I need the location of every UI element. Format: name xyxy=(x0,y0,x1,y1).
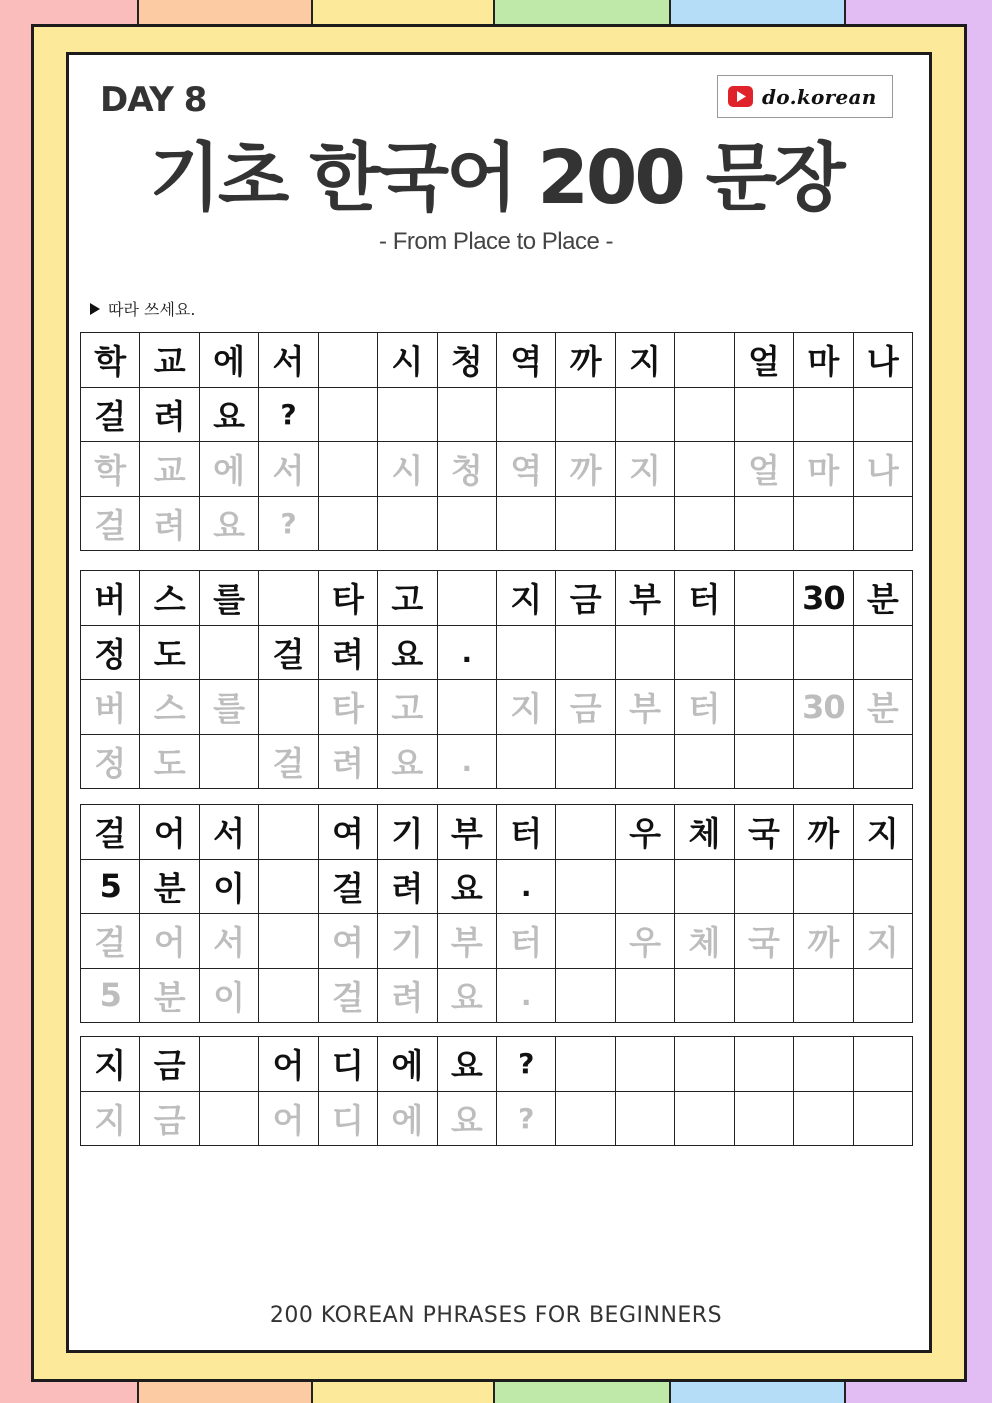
model-cell xyxy=(556,805,615,860)
trace-cell: 려 xyxy=(140,497,199,552)
model-cell xyxy=(854,626,913,681)
model-cell: 30 xyxy=(794,571,853,626)
trace-cell: 걸 xyxy=(259,735,318,790)
trace-cell xyxy=(259,680,318,735)
trace-cell xyxy=(675,735,734,790)
page-subtitle: - From Place to Place - xyxy=(379,228,613,255)
trace-cell: 지 xyxy=(497,680,556,735)
trace-cell: 얼 xyxy=(735,442,794,497)
model-cell: 려 xyxy=(378,860,437,915)
trace-cell: 에 xyxy=(378,1092,437,1147)
model-cell xyxy=(735,388,794,443)
trace-cell: . xyxy=(438,735,497,790)
model-cell xyxy=(497,388,556,443)
model-cell: 까 xyxy=(556,333,615,388)
trace-cell: 요 xyxy=(438,969,497,1024)
model-cell: 금 xyxy=(140,1037,199,1092)
trace-cell: 체 xyxy=(675,914,734,969)
model-cell xyxy=(378,388,437,443)
model-cell xyxy=(794,860,853,915)
trace-cell xyxy=(556,914,615,969)
model-cell xyxy=(200,1037,259,1092)
model-cell: ? xyxy=(259,388,318,443)
trace-cell xyxy=(616,969,675,1024)
model-cell: . xyxy=(438,626,497,681)
practice-grid xyxy=(80,804,913,1023)
trace-cell: 5 xyxy=(81,969,140,1024)
model-cell xyxy=(616,1037,675,1092)
model-cell: 교 xyxy=(140,333,199,388)
model-cell xyxy=(854,860,913,915)
model-cell: 지 xyxy=(81,1037,140,1092)
model-cell: 역 xyxy=(497,333,556,388)
trace-cell xyxy=(378,497,437,552)
footer-caption: 200 KOREAN PHRASES FOR BEGINNERS xyxy=(269,1303,723,1328)
trace-cell: 걸 xyxy=(81,914,140,969)
model-cell: 정 xyxy=(81,626,140,681)
trace-cell: 터 xyxy=(497,914,556,969)
model-cell xyxy=(438,571,497,626)
model-cell: 청 xyxy=(438,333,497,388)
trace-cell xyxy=(854,969,913,1024)
trace-cell: 분 xyxy=(854,680,913,735)
play-arrow-icon xyxy=(90,303,100,315)
model-cell xyxy=(497,626,556,681)
trace-cell xyxy=(735,680,794,735)
model-cell xyxy=(675,860,734,915)
trace-cell xyxy=(616,1092,675,1147)
trace-cell: 부 xyxy=(616,680,675,735)
trace-cell: 서 xyxy=(200,914,259,969)
trace-cell: 걸 xyxy=(81,497,140,552)
model-cell: 학 xyxy=(81,333,140,388)
model-cell xyxy=(735,626,794,681)
trace-cell: 요 xyxy=(200,497,259,552)
trace-cell xyxy=(497,735,556,790)
model-cell: 여 xyxy=(319,805,378,860)
trace-cell: 30 xyxy=(794,680,853,735)
trace-cell xyxy=(735,497,794,552)
trace-cell xyxy=(675,969,734,1024)
trace-cell: 역 xyxy=(497,442,556,497)
trace-cell xyxy=(854,497,913,552)
trace-cell xyxy=(675,1092,734,1147)
trace-cell: 려 xyxy=(378,969,437,1024)
trace-cell xyxy=(616,735,675,790)
trace-cell: 시 xyxy=(378,442,437,497)
trace-cell xyxy=(200,1092,259,1147)
trace-cell: 요 xyxy=(378,735,437,790)
trace-cell: 우 xyxy=(616,914,675,969)
model-cell xyxy=(259,571,318,626)
model-cell: 에 xyxy=(378,1037,437,1092)
trace-cell xyxy=(438,497,497,552)
day-label: DAY 8 xyxy=(100,80,207,120)
model-cell xyxy=(319,333,378,388)
model-cell: 도 xyxy=(140,626,199,681)
trace-cell: 지 xyxy=(81,1092,140,1147)
model-cell: 스 xyxy=(140,571,199,626)
model-cell xyxy=(616,626,675,681)
trace-cell xyxy=(556,1092,615,1147)
model-cell: 까 xyxy=(794,805,853,860)
model-cell xyxy=(616,388,675,443)
trace-cell: 지 xyxy=(854,914,913,969)
trace-cell xyxy=(259,914,318,969)
model-cell: 지 xyxy=(854,805,913,860)
model-cell: ? xyxy=(497,1037,556,1092)
model-cell: 타 xyxy=(319,571,378,626)
trace-cell: 어 xyxy=(140,914,199,969)
model-cell: 터 xyxy=(675,571,734,626)
model-cell: 기 xyxy=(378,805,437,860)
model-cell xyxy=(675,333,734,388)
trace-cell: 마 xyxy=(794,442,853,497)
brand-badge xyxy=(717,75,893,118)
practice-grid xyxy=(80,570,913,789)
trace-cell: 고 xyxy=(378,680,437,735)
trace-cell: 디 xyxy=(319,1092,378,1147)
model-cell xyxy=(319,388,378,443)
trace-cell xyxy=(794,497,853,552)
model-cell: 이 xyxy=(200,860,259,915)
trace-cell xyxy=(616,497,675,552)
model-cell: 려 xyxy=(319,626,378,681)
trace-cell: 학 xyxy=(81,442,140,497)
model-cell xyxy=(675,388,734,443)
model-cell: 금 xyxy=(556,571,615,626)
model-cell xyxy=(794,1037,853,1092)
trace-cell: 청 xyxy=(438,442,497,497)
model-cell: 어 xyxy=(259,1037,318,1092)
model-cell: 버 xyxy=(81,571,140,626)
instruction-text: 따라 쓰세요. xyxy=(108,300,196,319)
model-cell: 걸 xyxy=(319,860,378,915)
model-cell xyxy=(794,388,853,443)
brand-name: do.korean xyxy=(762,84,877,109)
model-cell xyxy=(735,1037,794,1092)
model-cell xyxy=(854,388,913,443)
model-cell xyxy=(675,626,734,681)
model-cell: 디 xyxy=(319,1037,378,1092)
trace-cell xyxy=(854,1092,913,1147)
trace-cell: 교 xyxy=(140,442,199,497)
trace-cell: 여 xyxy=(319,914,378,969)
instruction xyxy=(90,297,195,320)
model-cell: 요 xyxy=(378,626,437,681)
model-cell: 마 xyxy=(794,333,853,388)
model-cell xyxy=(616,860,675,915)
model-cell: 걸 xyxy=(81,805,140,860)
trace-cell: 버 xyxy=(81,680,140,735)
trace-cell xyxy=(319,497,378,552)
model-cell: 어 xyxy=(140,805,199,860)
trace-cell: . xyxy=(497,969,556,1024)
trace-cell xyxy=(259,969,318,1024)
practice-grid xyxy=(80,1036,913,1146)
trace-cell: ? xyxy=(259,497,318,552)
trace-cell xyxy=(438,680,497,735)
trace-cell: 려 xyxy=(319,735,378,790)
model-cell xyxy=(556,1037,615,1092)
youtube-icon xyxy=(728,86,753,107)
trace-cell: 지 xyxy=(616,442,675,497)
model-cell xyxy=(794,626,853,681)
model-cell: 에 xyxy=(200,333,259,388)
trace-cell: 까 xyxy=(794,914,853,969)
model-cell: 지 xyxy=(497,571,556,626)
model-cell: 시 xyxy=(378,333,437,388)
model-cell xyxy=(200,626,259,681)
model-cell: 얼 xyxy=(735,333,794,388)
trace-cell: 국 xyxy=(735,914,794,969)
model-cell xyxy=(259,860,318,915)
trace-cell: 를 xyxy=(200,680,259,735)
trace-cell xyxy=(794,735,853,790)
model-cell: 고 xyxy=(378,571,437,626)
trace-cell xyxy=(556,969,615,1024)
trace-cell xyxy=(735,735,794,790)
trace-cell: 타 xyxy=(319,680,378,735)
model-cell: 분 xyxy=(854,571,913,626)
trace-cell xyxy=(497,497,556,552)
model-cell: 요 xyxy=(200,388,259,443)
trace-cell xyxy=(794,969,853,1024)
model-cell xyxy=(556,860,615,915)
trace-cell xyxy=(854,735,913,790)
trace-cell: 까 xyxy=(556,442,615,497)
trace-cell xyxy=(794,1092,853,1147)
trace-cell: 금 xyxy=(556,680,615,735)
model-cell xyxy=(735,571,794,626)
practice-grid xyxy=(80,332,913,551)
model-cell xyxy=(556,388,615,443)
model-cell xyxy=(735,860,794,915)
trace-cell xyxy=(319,442,378,497)
page-title: 기초 한국어 200 문장 xyxy=(149,135,843,221)
model-cell: 걸 xyxy=(81,388,140,443)
model-cell: 를 xyxy=(200,571,259,626)
model-cell: 국 xyxy=(735,805,794,860)
model-cell: 걸 xyxy=(259,626,318,681)
trace-cell xyxy=(735,1092,794,1147)
model-cell: 5 xyxy=(81,860,140,915)
model-cell: 지 xyxy=(616,333,675,388)
model-cell: . xyxy=(497,860,556,915)
trace-cell xyxy=(675,442,734,497)
trace-cell: 어 xyxy=(259,1092,318,1147)
trace-cell: 도 xyxy=(140,735,199,790)
model-cell: 서 xyxy=(200,805,259,860)
trace-cell: 요 xyxy=(438,1092,497,1147)
model-cell: 요 xyxy=(438,860,497,915)
trace-cell: ? xyxy=(497,1092,556,1147)
model-cell xyxy=(675,1037,734,1092)
trace-cell: 스 xyxy=(140,680,199,735)
model-cell: 체 xyxy=(675,805,734,860)
trace-cell: 이 xyxy=(200,969,259,1024)
model-cell: 려 xyxy=(140,388,199,443)
model-cell: 서 xyxy=(259,333,318,388)
model-cell: 우 xyxy=(616,805,675,860)
model-cell xyxy=(854,1037,913,1092)
trace-cell: 터 xyxy=(675,680,734,735)
trace-cell: 정 xyxy=(81,735,140,790)
trace-cell: 걸 xyxy=(319,969,378,1024)
trace-cell: 분 xyxy=(140,969,199,1024)
model-cell: 요 xyxy=(438,1037,497,1092)
trace-cell: 부 xyxy=(438,914,497,969)
trace-cell: 기 xyxy=(378,914,437,969)
model-cell xyxy=(556,626,615,681)
trace-cell xyxy=(556,735,615,790)
model-cell: 부 xyxy=(616,571,675,626)
trace-cell: 나 xyxy=(854,442,913,497)
trace-cell xyxy=(735,969,794,1024)
model-cell: 부 xyxy=(438,805,497,860)
model-cell: 분 xyxy=(140,860,199,915)
trace-cell: 금 xyxy=(140,1092,199,1147)
trace-cell xyxy=(556,497,615,552)
trace-cell xyxy=(200,735,259,790)
model-cell: 터 xyxy=(497,805,556,860)
model-cell xyxy=(438,388,497,443)
trace-cell: 에 xyxy=(200,442,259,497)
trace-cell: 서 xyxy=(259,442,318,497)
model-cell: 나 xyxy=(854,333,913,388)
trace-cell xyxy=(675,497,734,552)
model-cell xyxy=(259,805,318,860)
